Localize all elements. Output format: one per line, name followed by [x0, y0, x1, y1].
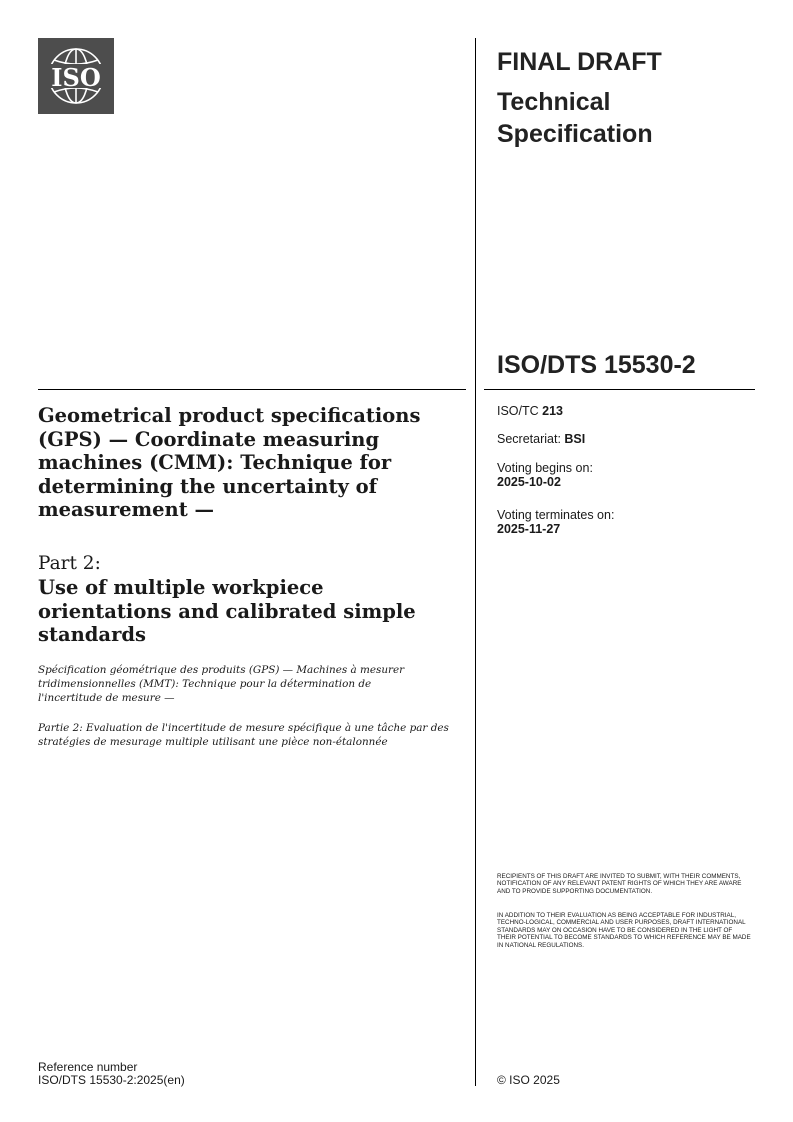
right-horizontal-divider	[484, 389, 755, 390]
voting-terminates	[497, 508, 614, 536]
voting-terminates-date: 2025-11-27	[497, 522, 561, 536]
document-designation: ISO/DTS 15530-2	[497, 351, 696, 379]
evaluation-notice: IN ADDITION TO THEIR EVALUATION AS BEING ACCEPTABLE FOR INDUSTRIAL, TECHNO-LOGICAL, COMMERCIAL AND USER PURPOSES, DRAFT INTERNATIONAL STANDARDS MAY ON OCCASION HAVE TO BE CONSIDERED IN THE LIGHT OF THEIR POTENTIAL TO BECOME STANDARDS TO WHICH REFERENCE MAY BE MADE IN NATIONAL REGULATIONS.	[497, 912, 751, 949]
left-horizontal-divider	[38, 389, 466, 390]
french-part-title: Partie 2: Evaluation de l'incertitude de mesure spécifique à une tâche par des stratégies de mesurage multiple utilisant une pièce non-étalonnée	[38, 722, 449, 748]
copyright: © ISO 2025	[497, 1073, 560, 1087]
reference-number: ISO/DTS 15530-2:2025(en)	[38, 1073, 185, 1087]
draft-status: FINAL DRAFT	[497, 48, 662, 76]
secretariat-value: BSI	[564, 432, 586, 446]
secretariat-label: Secretariat:	[497, 432, 561, 446]
french-main-title: Spécification géométrique des produits (GPS) — Machines à mesurer tridimensionnelles (MMT): Technique pour la détermination de l'incertitude de mesure —	[38, 664, 405, 704]
iso-logo	[38, 38, 114, 114]
document-type: Technical Specification	[497, 88, 653, 148]
secretariat	[497, 432, 585, 446]
voting-begins-label: Voting begins on:	[497, 461, 593, 475]
voting-begins	[497, 461, 593, 489]
part-number: Part 2:	[38, 553, 101, 574]
main-title: Geometrical product specifications (GPS) — Coordinate measuring machines (CMM): Technique for determining the uncertainty of measurement —	[38, 404, 421, 521]
reference-label: Reference number	[38, 1060, 138, 1074]
voting-terminates-label: Voting terminates on:	[497, 508, 615, 522]
part-title: Use of multiple workpiece orientations and calibrated simple standards	[38, 576, 416, 646]
technical-committee	[497, 404, 563, 418]
vertical-divider	[475, 38, 476, 1086]
logo-text: ISO	[51, 63, 101, 92]
globe-icon	[38, 38, 114, 114]
voting-begins-date: 2025-10-02	[497, 475, 561, 489]
tc-value: 213	[542, 404, 564, 418]
recipients-notice: RECIPIENTS OF THIS DRAFT ARE INVITED TO SUBMIT, WITH THEIR COMMENTS, NOTIFICATION OF ANY RELEVANT PATENT RIGHTS OF WHICH THEY ARE AWARE AND TO PROVIDE SUPPORTING DOCUMENTATION.	[497, 873, 742, 895]
tc-label: ISO/TC	[497, 404, 539, 418]
